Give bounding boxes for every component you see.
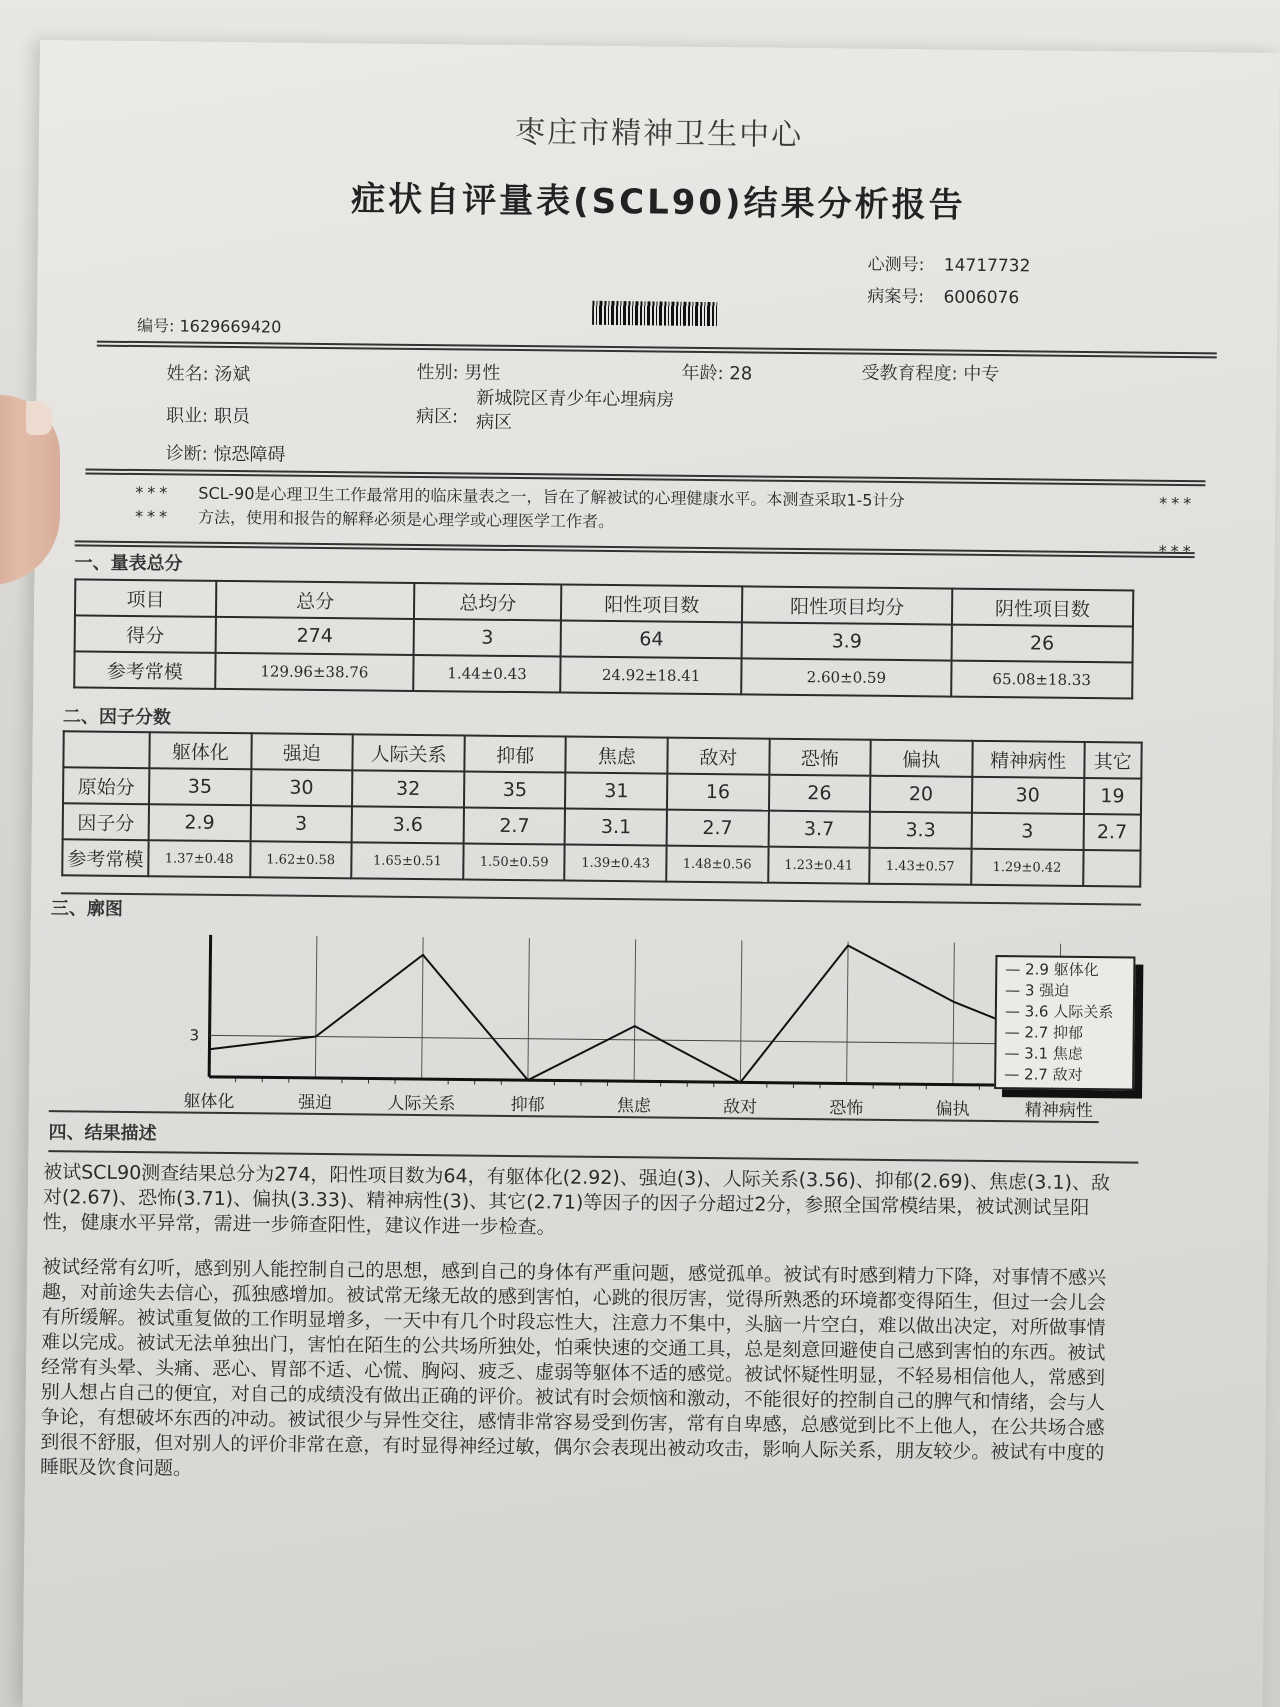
norm-cell: 65.08±18.33 bbox=[951, 661, 1133, 699]
section-factor-title: 二、因子分数 bbox=[62, 706, 172, 729]
header-cell: 恐怖 bbox=[769, 739, 871, 776]
header-cell: 阳性项目数 bbox=[561, 584, 743, 622]
header-cell: 强迫 bbox=[251, 733, 353, 770]
factor-cell: 2.7 bbox=[1083, 814, 1141, 851]
vertical-gridline bbox=[528, 938, 529, 1080]
patient-gender: 性别: 男性 bbox=[416, 361, 501, 384]
norm-cell: 1.23±0.41 bbox=[768, 847, 870, 884]
patient-name: 姓名: 汤斌 bbox=[166, 363, 251, 386]
header-cell: 精神病性 bbox=[972, 741, 1084, 778]
test-number-label: 心测号: bbox=[867, 254, 925, 276]
case-number-row bbox=[867, 281, 1030, 315]
notice-stars-end: *** bbox=[1158, 541, 1195, 562]
header-cell: 躯体化 bbox=[149, 732, 251, 769]
factor-cell: 2.7 bbox=[667, 810, 769, 847]
chart-legend bbox=[994, 955, 1135, 1090]
factor-cell: 3.6 bbox=[352, 806, 464, 843]
y-tick-label: 3 bbox=[189, 1026, 200, 1045]
row-label: 参考常模 bbox=[74, 651, 215, 688]
section-profile-title: 三、廓图 bbox=[50, 898, 124, 920]
report-paper bbox=[23, 40, 1280, 1707]
serial-number: 1629669420 bbox=[179, 316, 282, 337]
header-cell: 抑郁 bbox=[464, 735, 566, 772]
header-cell: 敌对 bbox=[667, 738, 769, 775]
test-number: 14717732 bbox=[943, 255, 1031, 277]
x-axis-label: 偏执 bbox=[935, 1099, 970, 1120]
row-label: 得分 bbox=[75, 615, 216, 652]
x-axis-label: 精神病性 bbox=[1024, 1100, 1093, 1122]
total-score-table bbox=[73, 578, 1134, 699]
patient-ward: 新城院区青少年心埋病房 病区 bbox=[475, 387, 675, 433]
row-label: 因子分 bbox=[63, 803, 149, 840]
x-axis-label: 人际关系 bbox=[387, 1093, 456, 1115]
result-summary-paragraph: 被试SCL90测查结果总分为274，阳性项目数为64，有躯体化(2.92)、强迫(3)、人际关系(3.56)、抑郁(2.69)、焦虑(3.1)、敌对(2.67)、恐怖(3.71)、偏执(3.33)、精神病性(3)、其它(2.71)等因子的因子分超过2分，参照全国常模结果，被试测试呈阳性，健康水平异常，需进一步筛查阳性，建议作进一步检查。 bbox=[42, 1161, 1111, 1239]
barcode bbox=[592, 301, 717, 326]
x-axis-label: 焦虑 bbox=[616, 1096, 651, 1117]
row-label: 原始分 bbox=[63, 767, 149, 804]
raw-cell: 31 bbox=[565, 773, 667, 810]
fingernail bbox=[26, 401, 52, 435]
header-cell: 焦虑 bbox=[566, 737, 668, 774]
patient-occupation: 职业: 职员 bbox=[165, 405, 250, 428]
norm-cell: 1.29±0.42 bbox=[971, 849, 1083, 886]
legend-item: — 3.6 人际关系 bbox=[1005, 1001, 1125, 1023]
patient-diagnosis: 诊断: 惊恐障碍 bbox=[165, 443, 286, 466]
raw-cell: 35 bbox=[464, 771, 566, 808]
norm-cell: 1.65±0.51 bbox=[351, 842, 463, 879]
raw-cell: 26 bbox=[769, 775, 871, 812]
factor-cell: 3 bbox=[971, 813, 1083, 850]
vertical-gridline bbox=[315, 936, 316, 1078]
raw-cell: 19 bbox=[1083, 778, 1141, 815]
header-cell: 阳性项目均分 bbox=[742, 586, 952, 624]
score-cell: 3 bbox=[414, 619, 561, 657]
norm-cell bbox=[1083, 850, 1141, 887]
factor-cell: 3.3 bbox=[870, 812, 972, 849]
vertical-gridline bbox=[740, 940, 741, 1082]
score-cell: 274 bbox=[215, 617, 414, 655]
header-cell: 人际关系 bbox=[352, 734, 464, 771]
raw-cell: 30 bbox=[251, 769, 353, 806]
x-axis-label: 恐怖 bbox=[829, 1098, 864, 1119]
notice-line-2: *** 方法，使用和报告的解释必须是心理学或心理医学工作者。 bbox=[134, 507, 615, 532]
report-meta bbox=[867, 249, 1030, 315]
vertical-gridline bbox=[422, 937, 423, 1079]
patient-education: 受教育程度: 中专 bbox=[861, 362, 1000, 386]
vertical-gridline bbox=[634, 939, 635, 1081]
legend-item: — 3 强迫 bbox=[1005, 980, 1125, 1002]
score-cell: 26 bbox=[951, 625, 1133, 663]
hospital-name: 枣庄市精神卫生中心 bbox=[514, 114, 804, 153]
case-number: 6006076 bbox=[943, 287, 1020, 309]
header-cell: 总均分 bbox=[414, 583, 561, 621]
header-cell: 偏执 bbox=[870, 740, 972, 777]
norm-cell: 1.62±0.58 bbox=[250, 841, 352, 878]
norm-cell: 2.60±0.59 bbox=[742, 658, 952, 696]
y-axis bbox=[209, 935, 210, 1077]
patient-ward-label: 病区: bbox=[415, 405, 459, 428]
legend-item: — 3.1 焦虑 bbox=[1004, 1043, 1124, 1065]
norm-cell: 1.50±0.59 bbox=[463, 843, 565, 880]
chart-gridlines bbox=[236, 935, 1061, 1091]
section-total-score-title: 一、量表总分 bbox=[74, 552, 183, 575]
legend-item: — 2.7 抑郁 bbox=[1005, 1022, 1125, 1044]
header-cell: 项目 bbox=[75, 579, 216, 616]
notice-line-1: *** SCL-90是心理卫生工作最常用的临床量表之一，旨在了解被试的心理健康水平。本测查采取1-5计分 *** bbox=[135, 483, 1196, 514]
factor-cell: 2.9 bbox=[149, 804, 251, 841]
raw-cell: 32 bbox=[352, 770, 464, 807]
test-number-row bbox=[868, 249, 1031, 283]
x-axis-label: 强迫 bbox=[298, 1092, 333, 1114]
x-axis-label: 敌对 bbox=[723, 1097, 758, 1118]
raw-cell: 16 bbox=[667, 774, 769, 811]
factor-cell: 3.1 bbox=[565, 809, 667, 846]
raw-cell: 35 bbox=[149, 768, 251, 805]
norm-cell: 1.37±0.48 bbox=[148, 840, 250, 877]
legend-item: — 2.7 敌对 bbox=[1004, 1064, 1124, 1086]
norm-cell: 1.39±0.43 bbox=[565, 845, 667, 882]
divider bbox=[61, 892, 1141, 905]
result-description bbox=[40, 1160, 1123, 1491]
vertical-gridline bbox=[847, 942, 848, 1084]
norm-cell: 129.96±38.76 bbox=[215, 653, 414, 691]
legend-item: — 2.9 躯体化 bbox=[1005, 959, 1125, 981]
factor-cell: 2.7 bbox=[464, 807, 566, 844]
header-cell: 阴性项目数 bbox=[952, 589, 1134, 627]
x-axis-label: 躯体化 bbox=[183, 1091, 235, 1113]
raw-cell: 20 bbox=[870, 776, 972, 813]
patient-age: 年龄: 28 bbox=[681, 362, 753, 385]
vertical-gridline bbox=[953, 943, 954, 1085]
factor-score-table bbox=[61, 730, 1142, 887]
score-cell: 3.9 bbox=[742, 622, 952, 660]
factor-cell: 3 bbox=[250, 805, 352, 842]
norm-cell: 1.43±0.57 bbox=[869, 848, 971, 885]
divider bbox=[97, 341, 1217, 359]
norm-cell: 1.48±0.56 bbox=[666, 846, 768, 883]
section-result-title: 四、结果描述 bbox=[48, 1122, 157, 1145]
case-number-label: 病案号: bbox=[867, 286, 925, 308]
serial-label: 编号: bbox=[136, 316, 175, 336]
row-label: 参考常模 bbox=[62, 839, 148, 876]
serial-number-row bbox=[137, 313, 282, 338]
report-title: 症状自评量表(SCL90)结果分析报告 bbox=[350, 179, 966, 226]
result-detail-paragraph: 被试经常有幻听，感到别人能控制自己的思想，感到自己的身体有严重问题，感觉孤单。被试有时感到精力下降，对事情不感兴趣，对前途失去信心，孤独感增加。被试常无缘无故的感到害怕，心跳的很厉害，觉得所熟悉的环境都变得陌生，但过一会儿会有所缓解。被试重复做的工作明显增多，一天中有几个时段忘性大，注意力不集中，头脑一片空白，难以做出决定，对所做事情难以完成。被试无法单独出门，害怕在陌生的公共场所独处，怕乘快速的交通工具，总是刻意回避使自己感到害怕的东西。被试经常有头晕、头痛、恶心、胃部不适、心慌、胸闷、疲乏、虚弱等躯体不适的感觉。被试怀疑性明显，不轻易相信他人，常感到别人想占自己的便宜，对自己的成绩没有做出正确的评价。被试有时会烦恼和激动，不能很好的控制自己的脾气和情绪，会与人争论，有想破坏东西的冲动。被试很少与异性交往，感情非常容易受到伤害，常有自卑感，总感觉到比不上他人，在公共场合感到很不舒服，但对别人的评价非常在意，有时显得神经过敏，偶尔会表现出被动攻击，影响人际关系，朋友较少。被试有中度的睡眠及饮食问题。 bbox=[39, 1256, 1107, 1480]
header-cell: 总分 bbox=[216, 581, 415, 619]
header-cell: 其它 bbox=[1084, 742, 1142, 779]
x-axis-label: 抑郁 bbox=[510, 1094, 545, 1116]
norm-cell: 24.92±18.41 bbox=[560, 656, 742, 694]
score-cell: 64 bbox=[561, 620, 743, 658]
raw-cell: 30 bbox=[972, 777, 1084, 814]
header-cell bbox=[63, 731, 149, 768]
norm-cell: 1.44±0.43 bbox=[413, 655, 560, 693]
profile-chart bbox=[129, 926, 1131, 1126]
factor-cell: 3.7 bbox=[768, 811, 870, 848]
